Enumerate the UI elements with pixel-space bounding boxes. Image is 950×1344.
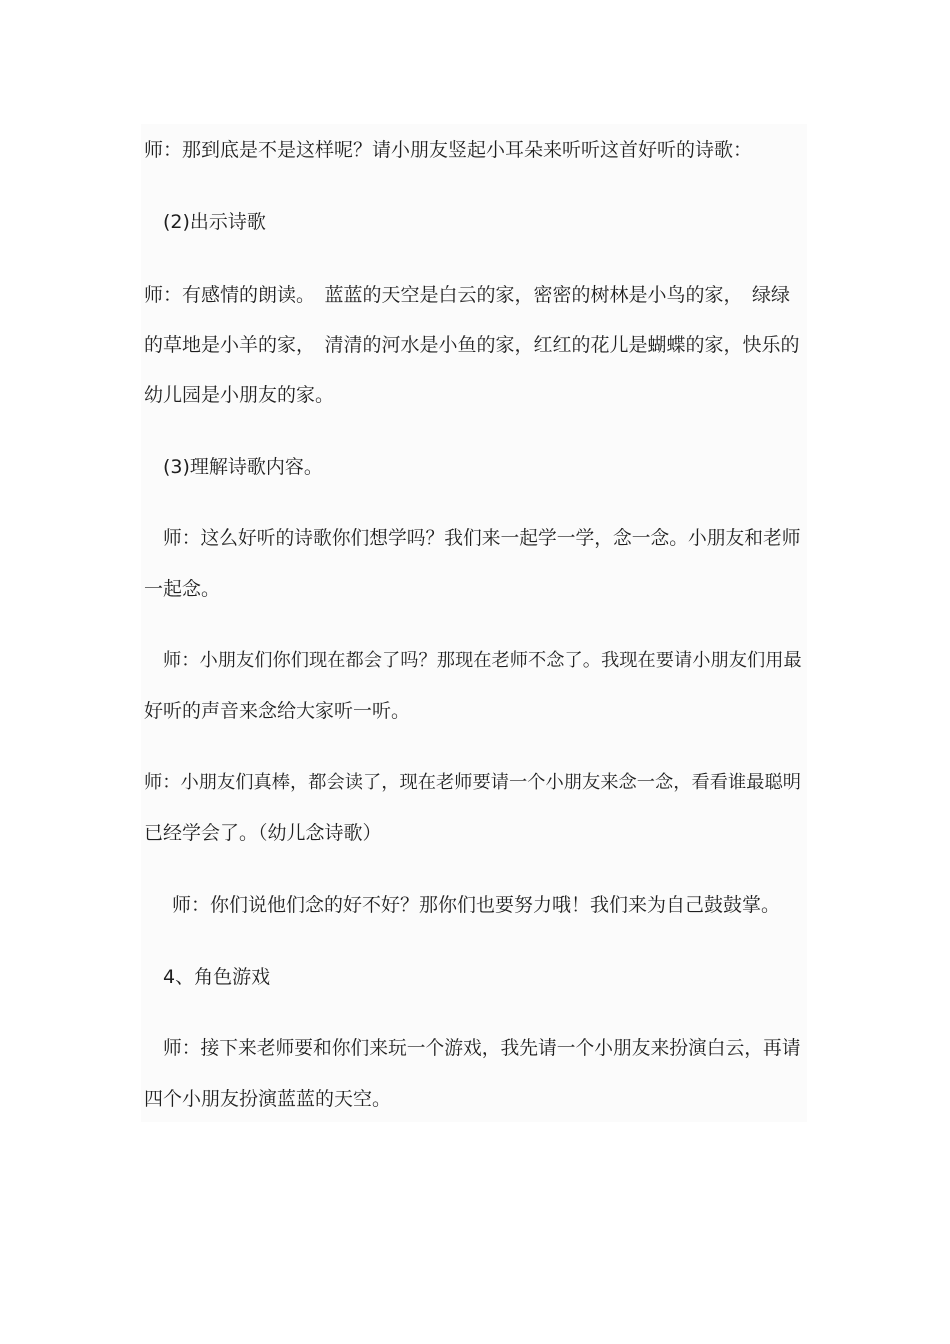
section-heading: (2)出示诗歌 (163, 211, 266, 233)
section-heading: 4、角色游戏 (163, 966, 271, 988)
paragraph-line: 幼儿园是小朋友的家。 (144, 384, 335, 406)
paragraph-line: 师：小朋友们你们现在都会了吗？那现在老师不念了。我现在要请小朋友们用最 (163, 650, 802, 671)
paragraph-line: 师：这么好听的诗歌你们想学吗？我们来一起学一学，念一念。小朋友和老师 (163, 528, 801, 549)
paragraph-line: 师：接下来老师要和你们来玩一个游戏，我先请一个小朋友来扮演白云，再请 (163, 1038, 801, 1059)
paragraph-line: 四个小朋友扮演蓝蓝的天空。 (144, 1088, 392, 1110)
paragraph-line: 一起念。 (144, 578, 221, 600)
paragraph-line: 好听的声音来念给大家听一听。 (144, 700, 411, 722)
paragraph-line: 师：有感情的朗读。 蓝蓝的天空是白云的家，密密的树林是小鸟的家， 绿绿 (144, 284, 791, 306)
paragraph-line: 师：你们说他们念的好不好？那你们也要努力哦！我们来为自己鼓鼓掌。 (172, 894, 781, 916)
paragraph-line: 师：小朋友们真棒，都会读了，现在老师要请一个小朋友来念一念，看看谁最聪明 (144, 772, 801, 793)
paragraph-line: 已经学会了。（幼儿念诗歌） (144, 822, 382, 844)
paragraph-line: 师：那到底是不是这样呢？请小朋友竖起小耳朵来听听这首好听的诗歌： (144, 139, 753, 161)
section-heading: (3)理解诗歌内容。 (163, 456, 323, 478)
paragraph-line: 的草地是小羊的家， 清清的河水是小鱼的家，红红的花儿是蝴蝶的家，快乐的 (144, 334, 800, 356)
